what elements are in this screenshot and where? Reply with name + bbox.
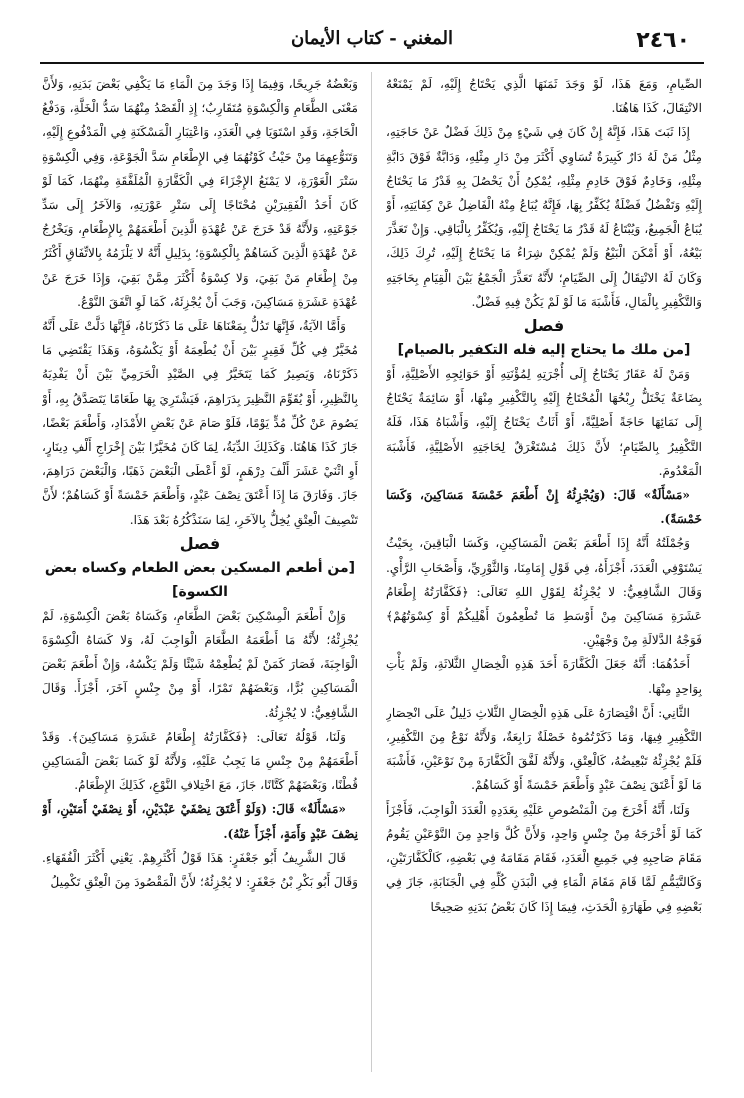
section-subtitle: [من أطعم المسكين بعض الطعام وكساه بعض الكسوة] xyxy=(44,559,356,600)
paragraph: أَحَدُهُمَا: أَنَّهُ جَعَلَ الْكَفَّارَةَ أَحَدَ هَذِهِ الْخِصَالِ الثَّلاثَةِ، وَلَمْ يَأْتِ بِوَاحِدٍ مِنْهَا. xyxy=(386,657,702,696)
paragraph: إِذَا ثَبَتَ هَذَا، فَإِنَّهُ إِنْ كَانَ فِي شَيْءٍ مِنْ ذَلِكَ فَضْلٌ عَنْ حَاجَتِهِ، مِثْلُ مَنْ لَهُ دَارٌ كَبِيرَةٌ تُسَاوِي أَكْثَرَ مِنْ دَارِ مِثْلِهِ، وَدَابَّةٌ فَوْقَ دَابَّةِ مِثْلِهِ، وَخَادِمٌ فَوْقَ خَادِمِ مِثْلِهِ، يُمْكِنُ أَنْ يَحْصُلَ بِهِ قَدْرُ مَا يَحْتَاجُ إِلَيْهِ وَتَفْضُلُ فَضْلَةٌ يُكَفِّرُ بِهَا، فَإِنَّهُ يُبَاعُ مِنْهُ الْفَاضِلُ عَنْ كِفَايَتِهِ، أَوْ يُبَاعُ الْجَمِيعُ، وَيُبْتَاعُ لَهُ قَدْرُ مَا يَحْتَاجُ إِلَيْهِ، وَيُكَفِّرُ بِالْبَاقِي. وَإِنْ تَعَذَّرَ بَيْعُهُ، أَوْ أَمْكَنَ الْبَيْعُ وَلَمْ يُمْكِنْ شِرَاءُ مَا يَحْتَاجُ إِلَيْهِ، تُرِكَ ذَلِكَ، وَكَانَ لَهُ الانْتِقَالُ إِلَى الصِّيَامِ؛ لأَنَّهُ تَعَذَّرَ الْجَمْعُ بَيْنَ الْقِيَامِ بِحَاجَتِهِ وَالتَّكْفِيرِ بِالْمَالِ، فَأَشْبَهَ مَا لَوْ لَمْ يَكُنْ فِيهِ فَضْلٌ. xyxy=(386,125,702,309)
masala-paragraph xyxy=(386,483,702,531)
section-heading: فصل xyxy=(523,316,565,336)
section-subtitle: [من ملك ما يحتاج إليه فله التكفير بالصيام] xyxy=(397,342,691,359)
masala-label: «مَسْأَلَةٌ» قَالَ: xyxy=(271,802,346,817)
masala-label: «مَسْأَلَةٌ» قَالَ: xyxy=(613,488,690,503)
paragraph: وَإِنْ أَطْعَمَ الْمِسْكِينَ بَعْضَ الطَّعَامِ، وَكَسَاهُ بَعْضَ الْكِسْوَةِ، لَمْ يُجْزِئْهُ؛ لأَنَّهُ مَا أَطْعَمَهُ الطَّعَامَ الْوَاجِبَ لَهُ، وَلا كَسَاهُ الْكِسْوَةَ الْوَاجِبَةَ، فَصَارَ كَمَنْ لَمْ يُطْعِمْهُ شَيْئًا وَلَمْ يَكْسُهُ، وَإِنْ أَطْعَمَ بَعْضَ الْمَسَاكِينِ بُرًّا، وَبَعْضَهُمْ تَمْرًا، أَوْ مِنْ جِنْسٍ آخَرَ، أَجْزَأَ. وَقَالَ الشَّافِعِيُّ: لا يُجْزِئُهُ. xyxy=(42,608,358,720)
paragraph: الثَّانِي: أَنَّ اقْتِصَارَهُ عَلَى هَذِهِ الْخِصَالِ الثَّلاثِ دَلِيلٌ عَلَى انْحِصَارِ التَّكْفِيرِ فِيهَا، وَمَا ذَكَرْتُمُوهُ خَصْلَةٌ رَابِعَةٌ، وَلأَنَّهُ نَوْعٌ مِنَ التَّكْفِيرِ، فَلَمْ يُجْزِئْهُ تَبْعِيضُهُ، كَالْعِتْقِ، وَلأَنَّهُ لَفَّقَ الْكَفَّارَةَ مِنْ نَوْعَيْنِ، فَأَشْبَهَ مَا لَوْ أَعْتَقَ نِصْفَ عَبْدٍ وَأَطْعَمَ خَمْسَةً أَوْ كَسَاهُمْ. xyxy=(386,705,702,793)
left-column xyxy=(42,72,358,1082)
paragraph: وَلَنَا، قَوْلُهُ تَعَالَى: ﴿فَكَفَّارَتُهُ إِطْعَامُ عَشَرَةِ مَسَاكِينَ﴾. وَقَدْ أَطْعَمَهُمْ مِنْ جِنْسِ مَا يَجِبُ عَلَيْهِ، وَلأَنَّهُ لَوْ كَسَا بَعْضَ الْمَسَاكِينِ قُطْنًا، وَبَعْضَهُمْ كَتَّانًا، جَازَ، مَعَ اخْتِلافِ النَّوْعِ، كَذَلِكَ الإِطْعَامُ. xyxy=(42,729,358,793)
page-header xyxy=(40,28,704,58)
running-title: المغني - كتاب الأيمان xyxy=(290,28,454,49)
paragraph: وَبَعْضُهُ جَرِيحًا، وَفِيمَا إِذَا وَجَدَ مِنَ الْمَاءِ مَا يَكْفِي بَعْضَ بَدَنِهِ، وَلأَنَّ مَعْنَى الطَّعَامِ وَالْكِسْوَةِ مُتَقَارِبٌ؛ إِذِ الْقَصْدُ مِنْهُمَا سَدُّ الْخَلَّةِ، وَدَفْعُ الْحَاجَةِ، وَقَدِ اسْتَوَيَا فِي الْعَدَدِ، وَاعْتِبَارِ الْمَسْكَنَةِ فِي الْمَدْفُوعِ إِلَيْهِ، وَتَنَوُّعِهِمَا مِنْ حَيْثُ كَوْنُهُمَا فِي الإِطْعَامِ سَدَّ الْجَوْعَةِ، وَفِي الْكِسْوَةِ سَتْرَ الْعَوْرَةِ، لا يَمْنَعُ الإِجْزَاءَ فِي الْكَفَّارَةِ الْمُلَفَّقَةِ مِنْهُمَا، كَمَا لَوْ كَانَ أَحَدُ الْفَقِيرَيْنِ مُحْتَاجًا إِلَى سَتْرِ عَوْرَتِهِ، وَالآخَرُ إِلَى سَدِّ جَوْعَتِهِ، وَلأَنَّهُ قَدْ خَرَجَ عَنْ عُهْدَةِ الَّذِينَ أَطْعَمَهُمْ بِالإِطْعَامِ، وَيَخْرُجُ عَنْ عُهْدَةِ الَّذِينَ كَسَاهُمْ بِالْكِسْوَةِ؛ بِدَلِيلِ أَنَّهُ لا يَلْزَمُهُ بِالاتِّفَاقِ أَكْثَرُ مِنْ إِطْعَامِ مَنْ بَقِيَ، وَلا كِسْوَةُ أَكْثَرَ مِمَّنْ بَقِيَ، وَإِذَا خَرَجَ عَنْ عُهْدَةِ عَشَرَةِ مَسَاكِينَ، وَجَبَ أَنْ يُجْزِئَهُ، كَمَا لَوِ اتَّفَقَ النَّوْعُ. xyxy=(42,77,358,309)
masala-paragraph xyxy=(42,797,358,845)
paragraph: وَلَنَا، أَنَّهُ أَخْرَجَ مِنَ الْمَنْصُوصِ عَلَيْهِ بِعَدَدِهِ الْعَدَدَ الْوَاجِبَ، فَأَجْزَأَ كَمَا لَوْ أَخْرَجَهُ مِنْ جِنْسٍ وَاحِدٍ، وَلأَنَّ كُلَّ وَاحِدٍ مِنَ النَّوْعَيْنِ يَقُومُ مَقَامَ صَاحِبِهِ فِي جَمِيعِ الْعَدَدِ، فَقَامَ مَقَامَهُ فِي بَعْضِهِ، كَالْكَفَّارَتَيْنِ، وَكَالتَّيَمُّمِ لَمَّا قَامَ مَقَامَ الْمَاءِ فِي الْبَدَنِ كُلِّهِ فِي الْجَنَابَةِ، جَازَ فِي بَعْضِهِ فِي طَهَارَةِ الْحَدَثِ، فِيمَا إِذَا كَانَ بَعْضُ بَدَنِهِ صَحِيحًا xyxy=(386,802,702,914)
paragraph: وَأَمَّا الآيَةُ، فَإِنَّهَا تَدُلُّ بِمَعْنَاهَا عَلَى مَا ذَكَرْنَاهُ، فَإِنَّهَا دَلَّتْ عَلَى أَنَّهُ مُخَيَّرٌ فِي كُلِّ فَقِيرٍ بَيْنَ أَنْ يُطْعِمَهُ أَوْ يَكْسُوَهُ، وَهَذَا يَقْتَضِي مَا ذَكَرْنَاهُ، وَيَصِيرُ كَمَا يَتَخَيَّرُ فِي الصَّيْدِ الْحَرَمِيِّ بَيْنَ أَنْ يَفْدِيَهُ بِالنَّظِيرِ، أَوْ يُقَوِّمَ النَّظِيرَ بِدَرَاهِمَ، فَيَشْتَرِيَ بِهَا طَعَامًا يَتَصَدَّقُ بِهِ، أَوْ يَصُومَ عَنْ كُلِّ مُدٍّ يَوْمًا، فَلَوْ صَامَ عَنْ بَعْضِ الأَمْدَادِ، وَأَطْعَمَ بَعْضًا، جَازَ كَذَا هَاهُنَا. وَكَذَلِكَ الدِّيَةُ، لِمَا كَانَ مُخَيَّرًا بَيْنَ إِخْرَاجِ أَلْفِ دِينَارٍ، أَوِ اثْنَيْ عَشَرَ أَلْفَ دِرْهَمٍ، لَوْ أَعْطَى الْبَعْضَ ذَهَبًا، وَالْبَعْضَ دَرَاهِمَ، جَازَ. وَفَارَقَ مَا إِذَا أَعْتَقَ نِصْفَ عَبْدٍ، وَأَطْعَمَ خَمْسَةً أَوْ كَسَاهُمْ؛ لأَنَّ تَنْصِيفَ الْعِتْقِ يُخِلُّ بِالآخَرِ، لِمَا سَنَذْكُرُهُ بَعْدَ هَذَا. xyxy=(42,319,358,527)
paragraph: قَالَ الشَّرِيفُ أَبُو جَعْفَرٍ: هَذَا قَوْلُ أَكْثَرِهِمْ. يَعْنِي أَكْثَرَ الْفُقَهَاءِ. وَقَالَ أَبُو بَكْرِ بْنُ جَعْفَرٍ: لا يُجْزِئُهُ؛ لأَنَّ الْمَقْصُودَ مِنَ الْعِتْقِ تَكْمِيلُ xyxy=(42,850,358,890)
masala-text: (وَلَوْ أَعْتَقَ نِصْفَيْ عَبْدَيْنِ، أَوْ نِصْفَيْ أَمَتَيْنِ، أَوْ نِصْفَ عَبْدٍ وَأَمَةٍ، أَجْزَأَ عَنْهُ). xyxy=(42,802,358,841)
right-column xyxy=(386,72,702,1082)
header-rule xyxy=(40,62,704,64)
column-separator xyxy=(371,72,372,1072)
paragraph: الصِّيامِ، وَمَعَ هَذَا، لَوْ وَجَدَ ثَمَنَهَا الَّذِي يَحْتَاجُ إِلَيْهِ، لَمْ يَمْنَعْهُ الانْتِقَالَ، كَذَا هَاهُنَا. xyxy=(386,77,702,116)
paragraph: وَجُمْلَتُهُ أَنَّهُ إِذَا أَطْعَمَ بَعْضَ الْمَسَاكِينِ، وَكَسَا الْبَاقِينَ، بِحَيْثُ يَسْتَوْفِي الْعَدَدَ، أَجْزَأَهُ، فِي قَوْلِ إِمَامِنَا، وَالثَّوْرِيِّ، وَأَصْحَابِ الرَّأْيِ. وَقَالَ الشَّافِعِيُّ: لا يُجْزِئُهُ لِقَوْلِ اللهِ تَعَالَى: ﴿فَكَفَّارَتُهُ إِطْعَامُ عَشَرَةِ مَسَاكِينَ مِنْ أَوْسَطِ مَا تُطْعِمُونَ أَهْلِيكُمْ أَوْ كِسْوَتُهُمْ﴾ فَوَجْهُ الدَّلالَةِ مِنْ وَجْهَيْنِ. xyxy=(386,536,702,648)
paragraph: وَمَنْ لَهُ عَقَارٌ يَحْتَاجُ إِلَى أُجْرَتِهِ لِمُؤْنَتِهِ أَوْ حَوَائِجِهِ الأَصْلِيَّةِ، أَوْ بِضَاعَةٌ يَخْتَلُّ رِبْحُهَا الْمُحْتَاجُ إِلَيْهِ بِالتَّكْفِيرِ مِنْهَا، أَوْ سَائِمَةٌ يَحْتَاجُ إِلَى نَمَائِهَا حَاجَةً أَصْلِيَّةً، أَوْ أَثَاثٌ يَحْتَاجُ إِلَيْهِ، وَأَشْبَاهُ هَذَا، فَلَهُ التَّكْفِيرُ بِالصِّيَامِ؛ لأَنَّ ذَلِكَ مُسْتَغْرَقٌ لِحَاجَتِهِ الأَصْلِيَّةِ، فَأَشْبَهَ الْمَعْدُومَ. xyxy=(386,367,702,478)
section-heading: فصل xyxy=(179,533,221,553)
page-number: ٢٤٦٠ xyxy=(636,28,690,53)
masala-text: (وَيُجْزِئُهُ إِنْ أَطْعَمَ خَمْسَةَ مَسَاكِينَ، وَكَسَا خَمْسَةً). xyxy=(386,488,702,527)
